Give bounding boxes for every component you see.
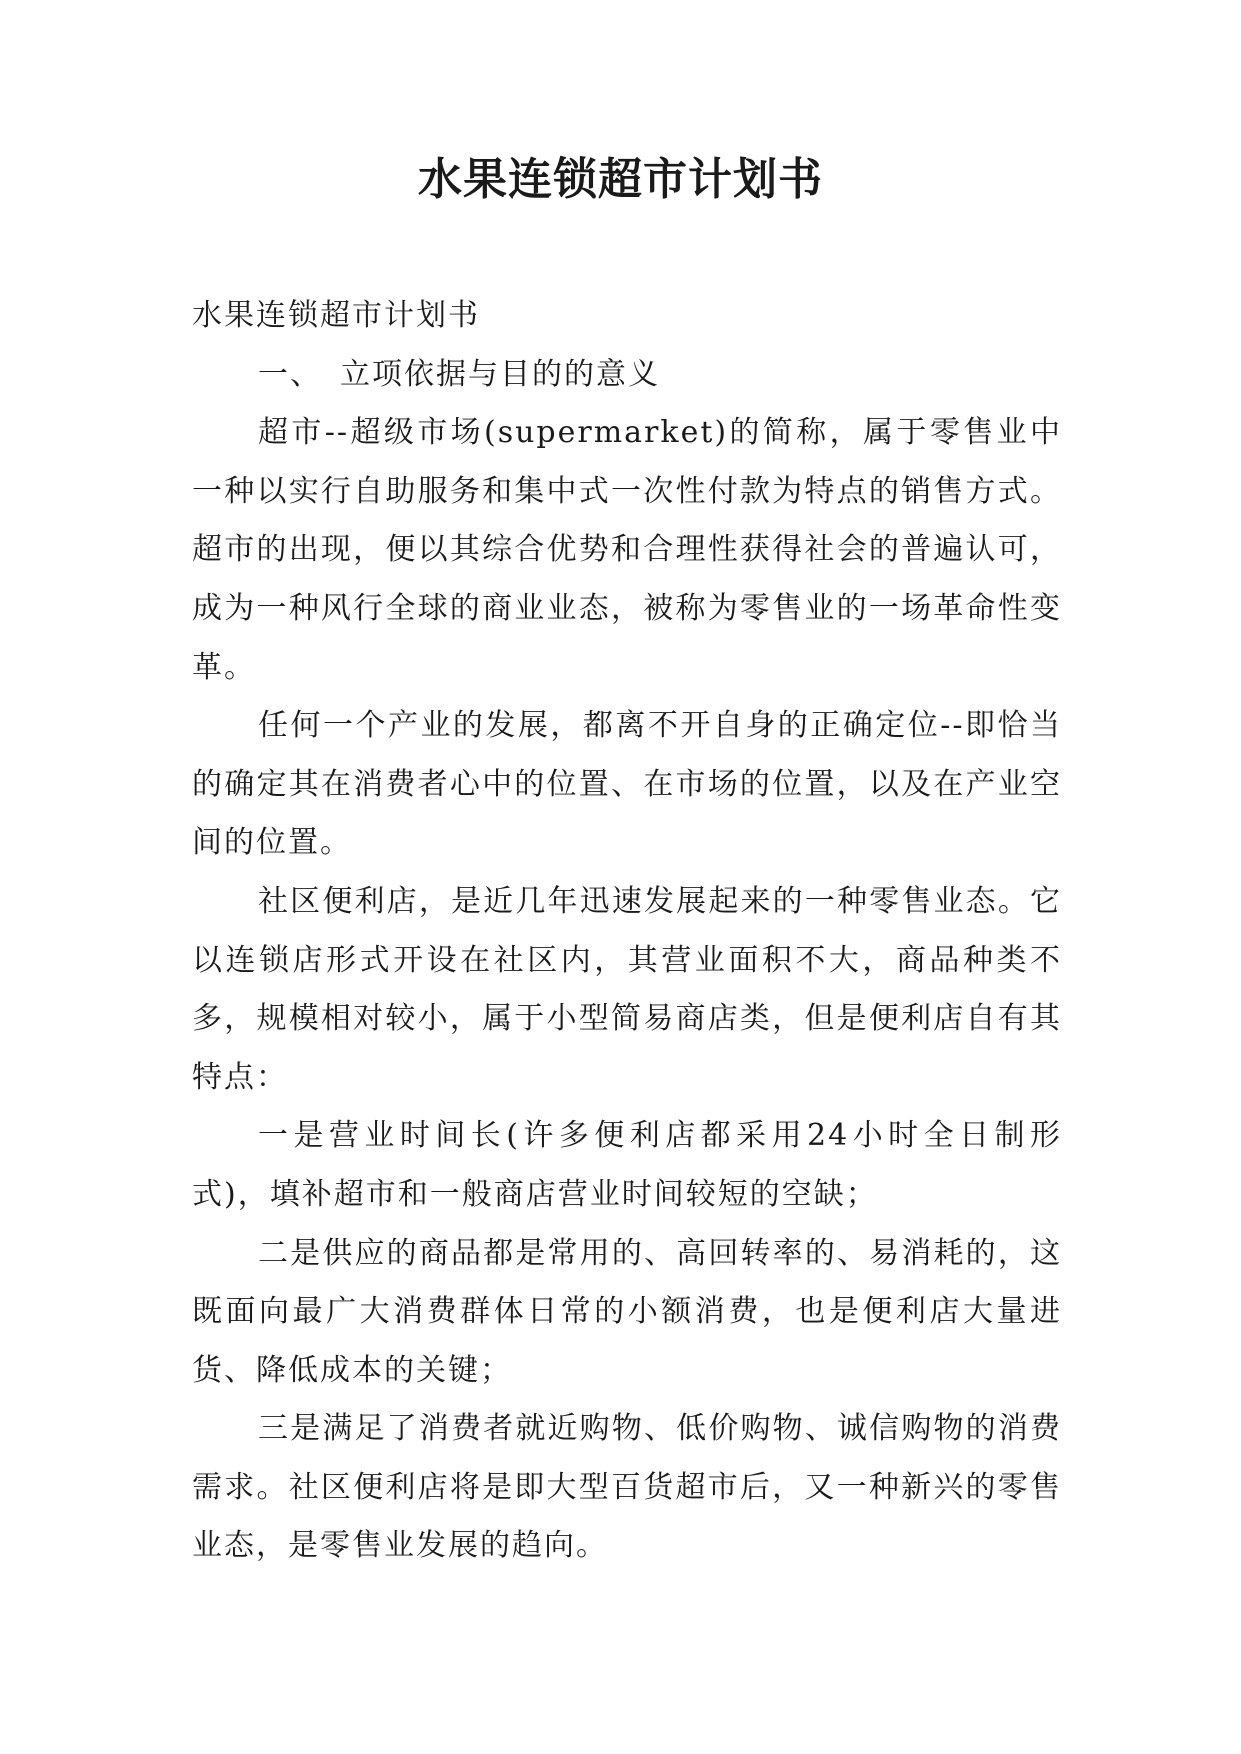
paragraph-industry-positioning: 任何一个产业的发展，都离不开自身的正确定位--即恰当的确定其在消费者心中的位置、在市场的位置，以及在产业空间的位置。 bbox=[192, 708, 1062, 861]
paragraph-supermarket-definition: 超市--超级市场(supermarket)的简称，属于零售业中一种以实行自助服务和集中式一次性付款为特点的销售方式。超市的出现，便以其综合优势和合理性获得社会的普遍认可，成为一种风行全球的商业业态，被称为零售业的一场革命性变革。 bbox=[192, 415, 1062, 685]
document-title: 水果连锁超市计划书 bbox=[418, 154, 823, 205]
document-body bbox=[192, 287, 1062, 1576]
paragraph-feature-two: 二是供应的商品都是常用的、高回转率的、易消耗的，这既面向最广大消费群体日常的小额消费，也是便利店大量进货、降低成本的关键； bbox=[192, 1235, 1062, 1388]
document-subtitle: 水果连锁超市计划书 bbox=[192, 298, 480, 333]
section-heading bbox=[192, 346, 1062, 405]
section-number: 一、 bbox=[258, 356, 322, 392]
paragraph-feature-one: 一是营业时间长(许多便利店都采用24小时全日制形式)，填补超市和一般商店营业时间较短的空缺； bbox=[192, 1118, 1062, 1212]
paragraph-feature-three: 三是满足了消费者就近购物、低价购物、诚信购物的消费需求。社区便利店将是即大型百货超市后，又一种新兴的零售业态，是零售业发展的趋向。 bbox=[192, 1411, 1062, 1564]
paragraph-convenience-store: 社区便利店，是近几年迅速发展起来的一种零售业态。它以连锁店形式开设在社区内，其营业面积不大，商品种类不多，规模相对较小，属于小型简易商店类，但是便利店自有其特点： bbox=[192, 883, 1062, 1095]
section-heading-text: 立项依据与目的的意义 bbox=[340, 356, 660, 392]
